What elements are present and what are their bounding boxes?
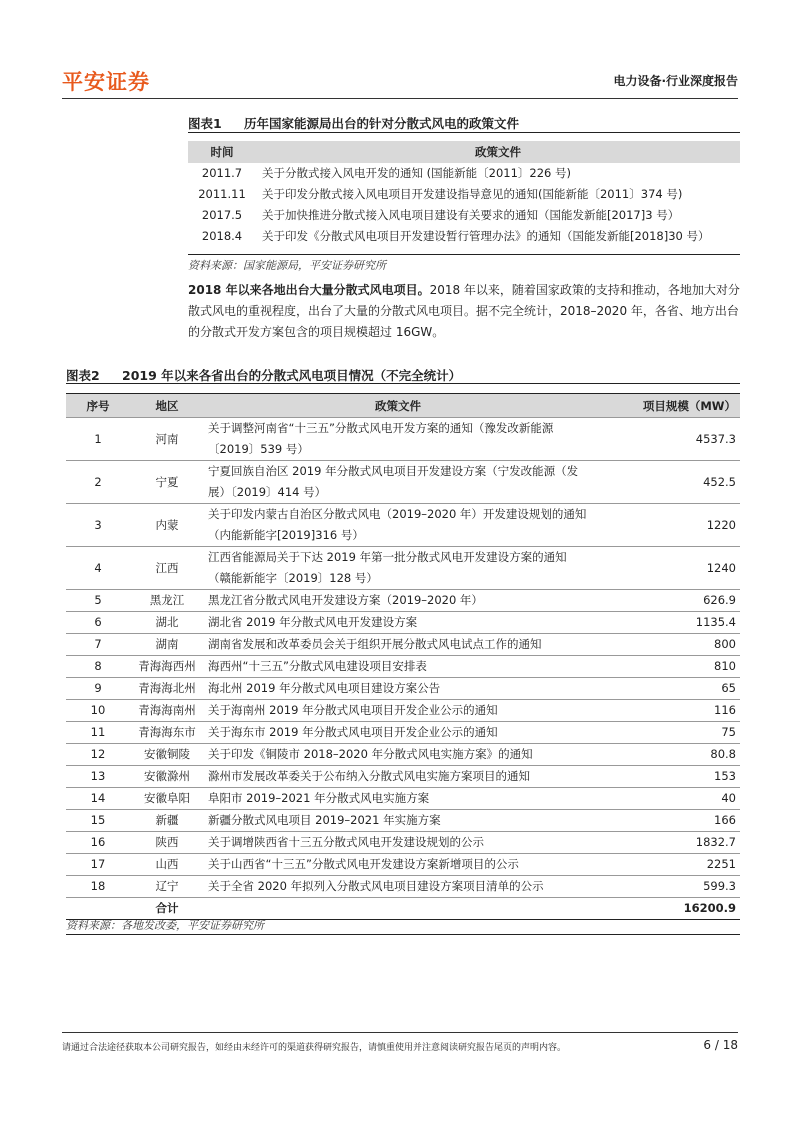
scale-cell: 2251 <box>592 854 740 876</box>
scale-cell: 800 <box>592 634 740 656</box>
table2-row <box>66 788 740 810</box>
brand-logo: 平安证券 <box>62 70 150 94</box>
policy-cell: 宁夏回族自治区 2019 年分散式风电项目开发建设方案（宁发改能源（发展）〔2019〕414 号） <box>204 461 592 504</box>
policy-cell: 滁州市发展改革委关于公布纳入分散式风电实施方案项目的通知 <box>204 766 592 788</box>
footer-divider <box>62 1032 738 1033</box>
seq-cell: 8 <box>66 656 130 678</box>
time-cell: 2018.4 <box>201 228 243 243</box>
region-cell: 安徽铜陵 <box>130 744 204 766</box>
table1: 时间 政策文件 2011.7 关于分散式接入风电开发的通知 (国能新能〔2011〕226 号) 2011.11 关于印发分散式接入风电项目开发建设指导意见的通知(国能新能〔2011〕374 号) 2017.5 关于加快推进分散式接入风电项目建设有关要求的通知（国能发新能[2017]3 号） 2018.4 关于印发《分散式风电项目开发建设暂行管理办法》的通知（国能发新能[2018]30 号） <box>188 141 740 246</box>
region-cell: 湖北 <box>130 612 204 634</box>
scale-cell: 452.5 <box>592 461 740 504</box>
policy-cell: 阜阳市 2019–2021 年分散式风电实施方案 <box>204 788 592 810</box>
scale-cell: 153 <box>592 766 740 788</box>
seq-cell: 2 <box>66 461 130 504</box>
table2-row <box>66 612 740 634</box>
scale-cell: 40 <box>592 788 740 810</box>
policy-cell: 关于调增陕西省十三五分散式风电开发建设规划的公示 <box>204 832 592 854</box>
scale-cell: 80.8 <box>592 744 740 766</box>
scale-cell: 1832.7 <box>592 832 740 854</box>
scale-cell: 810 <box>592 656 740 678</box>
disclaimer: 请通过合法途径获取本公司研究报告，如经由未经许可的渠道获得研究报告，请慎重使用并注意阅读研究报告尾页的声明内容。 <box>62 1043 567 1053</box>
policy-cell: 海北州 2019 年分散式风电项目建设方案公告 <box>204 678 592 700</box>
table1-row <box>188 163 740 184</box>
divider <box>188 132 740 133</box>
time-cell: 2011.7 <box>201 166 243 181</box>
seq-cell: 18 <box>66 876 130 898</box>
scale-cell: 1220 <box>592 504 740 547</box>
table2-row <box>66 461 740 504</box>
seq-cell: 11 <box>66 722 130 744</box>
seq-cell: 14 <box>66 788 130 810</box>
table2-source: 资料来源：各地发改委，平安证券研究所 <box>66 919 264 932</box>
policy-cell: 关于印发《铜陵市 2018–2020 年分散式风电实施方案》的通知 <box>204 744 592 766</box>
scale-cell: 1240 <box>592 547 740 590</box>
policy-cell: 江西省能源局关于下达 2019 年第一批分散式风电开发建设方案的通知（赣能新能字〔2019〕128 号） <box>204 547 592 590</box>
region-cell: 黑龙江 <box>130 590 204 612</box>
scale-cell: 166 <box>592 810 740 832</box>
seq-cell: 1 <box>66 418 130 461</box>
time-cell: 2011.11 <box>198 187 246 202</box>
table2-row <box>66 854 740 876</box>
region-cell: 青海海北州 <box>130 678 204 700</box>
seq-cell: 16 <box>66 832 130 854</box>
seq-cell: 13 <box>66 766 130 788</box>
table2-row <box>66 547 740 590</box>
policy-cell: 关于印发分散式接入风电项目开发建设指导意见的通知(国能新能〔2011〕374 号) <box>262 187 683 202</box>
total-label: 合计 <box>130 898 204 920</box>
seq-cell: 6 <box>66 612 130 634</box>
policy-cell: 新疆分散式风电项目 2019–2021 年实施方案 <box>204 810 592 832</box>
seq-cell: 17 <box>66 854 130 876</box>
table2-row <box>66 678 740 700</box>
policy-cell: 关于印发《分散式风电项目开发建设暂行管理办法》的通知（国能发新能[2018]30 号） <box>262 228 710 243</box>
policy-cell: 黑龙江省分散式风电开发建设方案（2019–2020 年） <box>204 590 592 612</box>
scale-cell: 599.3 <box>592 876 740 898</box>
table2: 序号 地区 政策文件 项目规模（MW） 1 河南 关于调整河南省“十三五”分散式风电开发方案的通知（豫发改新能源〔2019〕539 号） 4537.3 2 宁夏 宁夏回族自治区 2019 年分散式风电项目开发建设方案（宁发改能源（发展）〔2019〕414 号） 452.5 3 内蒙 关于印发内蒙古自治区分散式风电（2019–2020 年）开发建设规划的通知（内能新能字[2019]316 号） 1220 4 江西 江西省能源局关于下达 2019 年第一批分散式风电开发建设方案的通知（赣能新能字〔2019〕128 号） 1240 5 黑龙江 黑龙江省分散式风电开发建设方案（2019–2020 年） 626.9 6 湖北 湖北省 2019 年分散式风电开发建设方案 1135.4 7 湖南 湖南省发展和改革委员会关于组织开展分散式风电试点工作的通知 800 8 青海海西州 海西州“十三五”分散式风电建设项目安排表 810 9 青海海北州 海北州 2019 年分散式风电项目建设方案公告 65 10 青海海南州 关于海南州 2019 年分散式风电项目开发企业公示的通知 116 11 青海海东市 关于海东市 2019 年分散式风电项目开发企业公示的通知 75 12 安徽铜陵 关于印发《铜陵市 2018–2020 年分散式风电实施方案》的通知 80.8 13 安徽滁州 滁州市发展改革委关于公布纳入分散式风电实施方案项目的通知 153 14 安徽阜阳 阜阳市 2019–2021 年分散式风电实施方案 40 15 新疆 新疆分散式风电项目 2019–2021 年实施方案 166 16 陕西 关于调增陕西省十三五分散式风电开发建设规划的公示 1832.7 17 山西 关于山西省“十三五”分散式风电开发建设方案新增项目的公示 2251 18 辽宁 关于全省 2020 年拟列入分散式风电项目建设方案项目清单的公示 599.3 合计 16200.9 <box>66 393 740 920</box>
seq-cell: 3 <box>66 504 130 547</box>
policy-cell: 关于印发内蒙古自治区分散式风电（2019–2020 年）开发建设规划的通知（内能新能字[2019]316 号） <box>204 504 592 547</box>
policy-cell: 关于海东市 2019 年分散式风电项目开发企业公示的通知 <box>204 722 592 744</box>
region-cell: 青海海西州 <box>130 656 204 678</box>
region-cell: 山西 <box>130 854 204 876</box>
region-cell: 内蒙 <box>130 504 204 547</box>
policy-cell: 海西州“十三五”分散式风电建设项目安排表 <box>204 656 592 678</box>
table2-row <box>66 656 740 678</box>
scale-cell: 75 <box>592 722 740 744</box>
table2-row <box>66 810 740 832</box>
policy-cell: 关于全省 2020 年拟列入分散式风电项目建设方案项目清单的公示 <box>204 876 592 898</box>
policy-cell: 关于海南州 2019 年分散式风电项目开发企业公示的通知 <box>204 700 592 722</box>
table2-row <box>66 876 740 898</box>
table2-row <box>66 418 740 461</box>
scale-cell: 1135.4 <box>592 612 740 634</box>
policy-cell: 关于分散式接入风电开发的通知 (国能新能〔2011〕226 号) <box>262 166 571 181</box>
scale-cell: 626.9 <box>592 590 740 612</box>
region-cell: 安徽阜阳 <box>130 788 204 810</box>
table2-row <box>66 504 740 547</box>
seq-cell: 5 <box>66 590 130 612</box>
scale-cell: 4537.3 <box>592 418 740 461</box>
table2-row <box>66 832 740 854</box>
seq-cell: 12 <box>66 744 130 766</box>
region-cell: 河南 <box>130 418 204 461</box>
page-number: 6 / 18 <box>703 1038 738 1052</box>
seq-cell: 9 <box>66 678 130 700</box>
table2-row <box>66 700 740 722</box>
table1-source: 资料来源：国家能源局，平安证券研究所 <box>188 259 386 272</box>
seq-cell: 7 <box>66 634 130 656</box>
divider <box>66 383 740 384</box>
region-cell: 江西 <box>130 547 204 590</box>
seq-cell: 10 <box>66 700 130 722</box>
table2-row <box>66 722 740 744</box>
seq-cell: 4 <box>66 547 130 590</box>
region-cell: 宁夏 <box>130 461 204 504</box>
seq-cell: 15 <box>66 810 130 832</box>
region-cell: 陕西 <box>130 832 204 854</box>
region-cell: 新疆 <box>130 810 204 832</box>
table2-row <box>66 590 740 612</box>
region-cell: 辽宁 <box>130 876 204 898</box>
policy-cell: 关于山西省“十三五”分散式风电开发建设方案新增项目的公示 <box>204 854 592 876</box>
table2-title: 图表2 2019 年以来各省出台的分散式风电项目情况（不完全统计） <box>66 368 462 383</box>
region-cell: 青海海南州 <box>130 700 204 722</box>
table2-row <box>66 766 740 788</box>
region-cell: 湖南 <box>130 634 204 656</box>
table1-row <box>188 184 740 205</box>
policy-cell: 关于调整河南省“十三五”分散式风电开发方案的通知（豫发改新能源〔2019〕539 号） <box>204 418 592 461</box>
policy-cell: 湖北省 2019 年分散式风电开发建设方案 <box>204 612 592 634</box>
divider <box>66 934 740 935</box>
table2-row <box>66 744 740 766</box>
body-paragraph: 2018 年以来各地出台大量分散式风电项目。2018 年以来，随着国家政策的支持和推动，各地加大对分散式风电的重视程度，出台了大量的分散式风电项目。据不完全统计，2018–2020 年，各省、地方出台的分散式开发方案包含的项目规模超过 16GW。 <box>188 283 740 339</box>
divider <box>188 254 740 255</box>
table1-title: 图表1 历年国家能源局出台的针对分散式风电的政策文件 <box>188 116 520 131</box>
table2-row <box>66 634 740 656</box>
table1-row <box>188 205 740 226</box>
header-divider <box>62 98 738 99</box>
region-cell: 安徽滁州 <box>130 766 204 788</box>
total-value: 16200.9 <box>592 898 740 920</box>
scale-cell: 65 <box>592 678 740 700</box>
policy-cell: 湖南省发展和改革委员会关于组织开展分散式风电试点工作的通知 <box>204 634 592 656</box>
report-category: 电力设备·行业深度报告 <box>613 74 738 88</box>
table1-row <box>188 225 740 246</box>
scale-cell: 116 <box>592 700 740 722</box>
time-cell: 2017.5 <box>201 207 243 222</box>
region-cell: 青海海东市 <box>130 722 204 744</box>
policy-cell: 关于加快推进分散式接入风电项目建设有关要求的通知（国能发新能[2017]3 号） <box>262 207 680 222</box>
